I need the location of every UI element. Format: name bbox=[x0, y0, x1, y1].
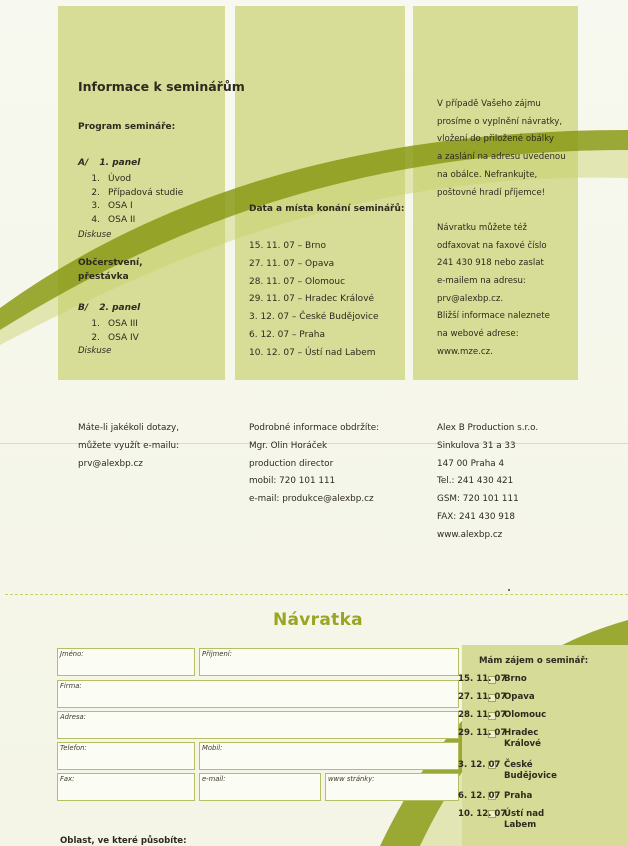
field-label: Příjmení: bbox=[202, 650, 232, 658]
seminar-choice-title: Mám zájem o seminář: bbox=[479, 656, 589, 666]
dates-heading: Data a místa konání seminářů: bbox=[249, 204, 405, 214]
company-field[interactable] bbox=[57, 680, 459, 708]
seminar-option: 27. 11. 07Opava bbox=[458, 692, 535, 702]
break-label: Občerstvení, přestávka bbox=[78, 258, 143, 282]
questions-contact: Máte-li jakékoli dotazy, můžete využít e-mailu: prv@alexbp.cz bbox=[78, 420, 179, 473]
form-title: Návratka bbox=[273, 610, 363, 630]
first-name-field[interactable] bbox=[57, 648, 195, 676]
address-field[interactable] bbox=[57, 711, 459, 739]
detail-contact: Podrobné informace obdržíte: Mgr. Olin Horáček production director mobil: 720 101 111 e-mail: produkce@alexbp.cz bbox=[249, 420, 379, 509]
program-heading: Program semináře: bbox=[78, 122, 176, 132]
field-label: Firma: bbox=[60, 682, 82, 690]
panel-b-letter: B/ bbox=[78, 303, 89, 313]
panel-a-title: 1. panel bbox=[99, 158, 141, 168]
mobile-field[interactable] bbox=[199, 742, 459, 770]
list-item: 1. OSA III bbox=[91, 319, 138, 329]
panel-a-letter: A/ bbox=[78, 158, 89, 168]
instructions-text: V případě Vašeho zájmu prosíme o vyplnění návratky, vložení do přiložené obálky a zaslání na adresu uvedenou na obálce. Nefrankujte, poštovné hradí příjemce! Návratku můžete též odfaxovat na faxové číslo 241 430 918 nebo zaslat e-mailem na adresu: prv@alexbp.cz. Bližší informace naleznete na webové adrese: www.mze.cz. bbox=[437, 99, 566, 357]
field-label: www stránky: bbox=[328, 775, 375, 783]
panel-b-label bbox=[78, 303, 140, 313]
field-label: Jméno: bbox=[60, 650, 84, 658]
web-link[interactable]: www.alexbp.cz bbox=[437, 529, 503, 540]
panel-b-list bbox=[78, 318, 139, 345]
cut-line bbox=[5, 594, 628, 595]
seminar-option: 3. 12. 07 České Budějovice bbox=[458, 760, 557, 781]
list-item: 2. Případová studie bbox=[91, 187, 184, 198]
date-item: 3. 12. 07 – České Budějovice bbox=[249, 312, 379, 323]
panel-b-title: 2. panel bbox=[99, 303, 141, 313]
seminar-option: 28. 11. 07Olomouc bbox=[458, 710, 547, 720]
field-label: Fax: bbox=[60, 775, 75, 783]
company-contact: Alex B Production s.r.o. Sinkulova 31 a 33 147 00 Praha 4 Tel.: 241 430 421 GSM: 720 101 111 FAX: 241 430 918 www.alexbp.cz bbox=[437, 420, 538, 545]
date-item: 27. 11. 07 – Opava bbox=[249, 258, 335, 269]
fax-field[interactable] bbox=[57, 773, 195, 801]
last-name-field[interactable] bbox=[199, 648, 459, 676]
list-item: 2. OSA IV bbox=[91, 332, 139, 343]
date-item: 15. 11. 07 – Brno bbox=[249, 241, 326, 251]
email-link[interactable]: e-mail: produkce@alexbp.cz bbox=[249, 494, 374, 505]
scan-dot bbox=[508, 589, 510, 591]
seminar-option: 10. 12. 07Ústí nad Labem bbox=[458, 809, 545, 830]
list-item: 3. OSA I bbox=[91, 201, 133, 211]
website-field[interactable] bbox=[325, 773, 459, 801]
field-label: Telefon: bbox=[60, 744, 87, 752]
date-item: 28. 11. 07 – Olomouc bbox=[249, 276, 346, 287]
seminar-option: 15. 11. 07Brno bbox=[458, 674, 527, 684]
date-item: 6. 12. 07 – Praha bbox=[249, 329, 325, 340]
list-item: 4. OSA II bbox=[91, 214, 136, 225]
seminar-option: 29. 11. 07Hradec Králové bbox=[458, 728, 541, 749]
field-label: Adresa: bbox=[60, 713, 86, 721]
panel-a-discussion: Diskuse bbox=[78, 230, 112, 240]
panel-b-discussion: Diskuse bbox=[78, 346, 112, 356]
list-item: 1. Úvod bbox=[91, 174, 132, 184]
email-link[interactable]: prv@alexbp.cz bbox=[78, 458, 143, 469]
page-title: Informace k seminářům bbox=[78, 79, 245, 94]
phone-field[interactable] bbox=[57, 742, 195, 770]
date-item: 29. 11. 07 – Hradec Králové bbox=[249, 294, 375, 305]
email-field[interactable] bbox=[199, 773, 321, 801]
activity-label: Oblast, ve které působíte: bbox=[60, 836, 187, 846]
panel-a-label bbox=[78, 158, 140, 168]
date-item: 10. 12. 07 – Ústí nad Labem bbox=[249, 347, 376, 358]
field-label: Mobil: bbox=[202, 744, 223, 752]
field-label: e-mail: bbox=[202, 775, 226, 783]
panel-a-list bbox=[78, 173, 183, 227]
seminar-option: 6. 12. 07 Praha bbox=[458, 791, 533, 801]
dates-list bbox=[249, 238, 379, 363]
